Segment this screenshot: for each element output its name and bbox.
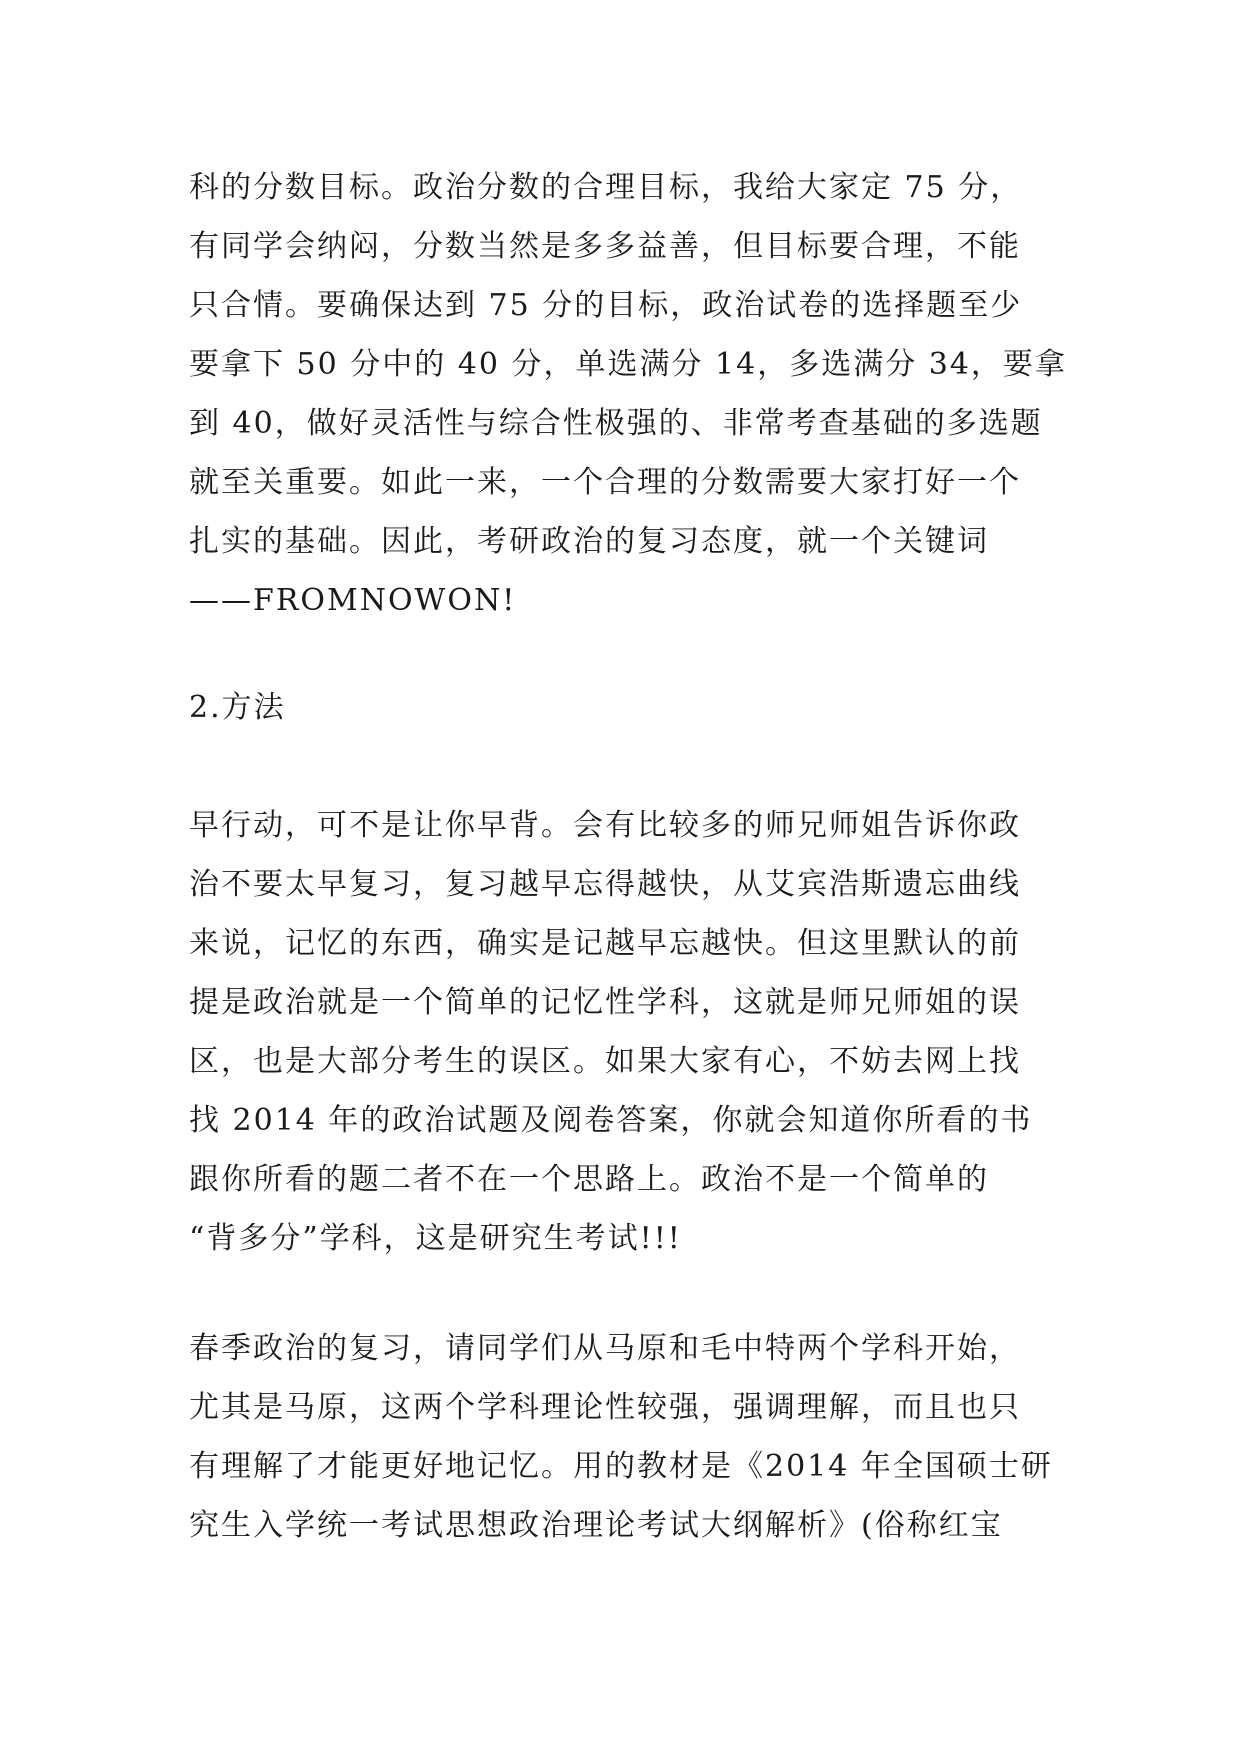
paragraph-goal <box>189 158 1067 630</box>
text-line: ——FROMNOWON! <box>189 583 517 618</box>
text-line: 来说，记忆的东西，确实是记越早忘越快。但这里默认的前 <box>189 926 1021 961</box>
text-line: 跟你所看的题二者不在一个思路上。政治不是一个简单的 <box>189 1162 989 1197</box>
paragraph-method <box>189 796 1059 1268</box>
text-line: 到 40，做好灵活性与综合性极强的、非常考查基础的多选题 <box>189 406 1043 441</box>
text-line: 有理解了才能更好地记忆。用的教材是《2014 年全国硕士研 <box>189 1449 1053 1484</box>
text-line: 有同学会纳闷，分数当然是多多益善，但目标要合理，不能 <box>189 229 1021 264</box>
text-line: 只合情。要确保达到 75 分的目标，政治试卷的选择题至少 <box>189 288 1023 323</box>
section-heading <box>189 678 1059 737</box>
text-line: 治不要太早复习，复习越早忘得越快，从艾宾浩斯遗忘曲线 <box>189 867 1021 902</box>
paragraph-spring-review <box>189 1319 1059 1555</box>
text-line: 提是政治就是一个简单的记忆性学科，这就是师兄师姐的误 <box>189 985 1021 1020</box>
text-line: 尤其是马原，这两个学科理论性较强，强调理解，而且也只 <box>189 1390 1021 1425</box>
text-line: 区，也是大部分考生的误区。如果大家有心，不妨去网上找 <box>189 1044 1021 1079</box>
text-line: 要拿下 50 分中的 40 分，单选满分 14，多选满分 34，要拿 <box>189 347 1067 382</box>
text-line: “背多分”学科，这是研究生考试!!! <box>189 1221 682 1256</box>
heading-text: 2.方法 <box>189 690 286 725</box>
text-line: 早行动，可不是让你早背。会有比较多的师兄师姐告诉你政 <box>189 808 1021 843</box>
text-line: 究生入学统一考试思想政治理论考试大纲解析》(俗称红宝 <box>189 1508 1003 1543</box>
text-line: 找 2014 年的政治试题及阅卷答案，你就会知道你所看的书 <box>189 1103 1033 1138</box>
text-line: 就至关重要。如此一来，一个合理的分数需要大家打好一个 <box>189 465 1021 500</box>
text-line: 科的分数目标。政治分数的合理目标，我给大家定 75 分， <box>189 170 1023 205</box>
text-line: 春季政治的复习，请同学们从马原和毛中特两个学科开始， <box>189 1331 1021 1366</box>
text-line: 扎实的基础。因此，考研政治的复习态度，就一个关键词 <box>189 524 989 559</box>
